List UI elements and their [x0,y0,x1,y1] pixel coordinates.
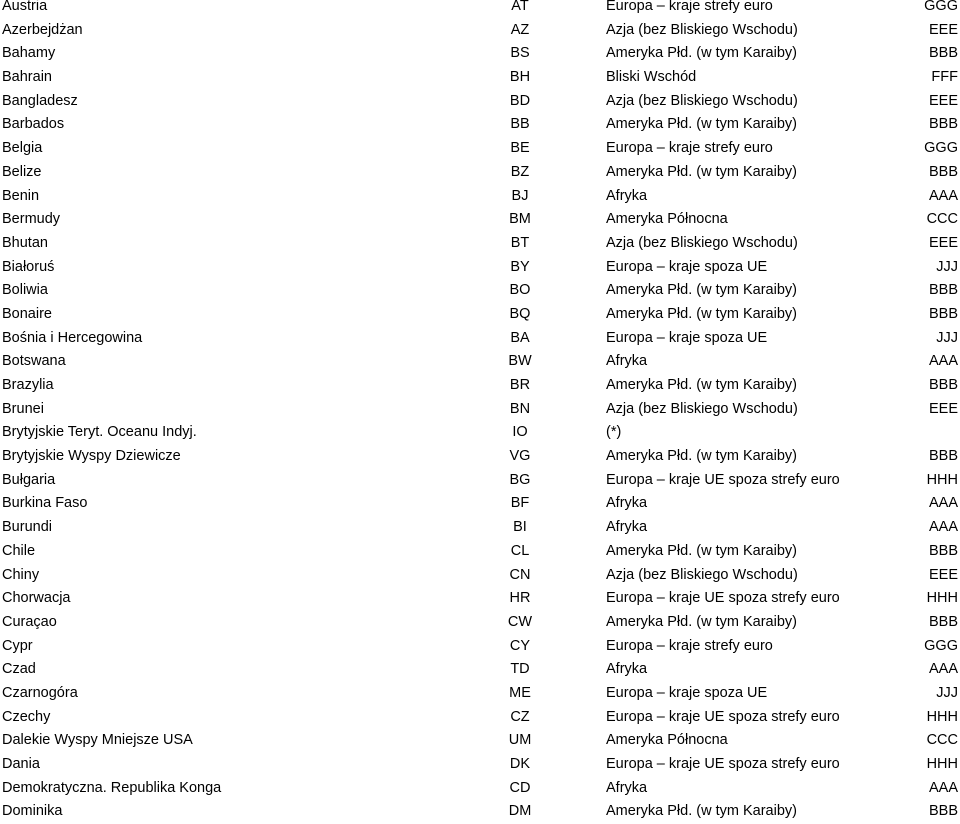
country-name-cell: Brunei [2,400,44,417]
table-row [0,374,960,398]
table-row [0,0,960,19]
country-code-cell: TD [510,661,530,678]
country-code-cell: ME [509,684,531,701]
country-name-cell: Burundi [2,519,52,536]
group-code-cell: AAA [928,519,958,536]
group-code-cell: AAA [928,495,958,512]
region-cell: Ameryka Płd. (w tym Karaiby) [606,116,797,133]
table-row [0,587,960,611]
region-cell: Ameryka Północna [606,732,728,749]
group-code-cell: AAA [928,353,958,370]
table-row [0,564,960,588]
country-code-cell: CD [509,779,531,796]
country-code-cell: DM [508,803,532,820]
country-name-cell: Brazylia [2,377,54,393]
region-cell: Europa – kraje strefy euro [606,140,773,157]
country-name-cell: Bośnia i Hercegowina [2,329,143,346]
group-code-cell: GGG [924,637,958,654]
country-code-cell: DK [509,756,531,772]
table-row [0,327,960,351]
region-cell: Ameryka Płd. (w tym Karaiby) [606,448,797,465]
table-row [0,42,960,66]
region-cell: Azja (bez Bliskiego Wschodu) [606,234,798,251]
table-row [0,706,960,730]
region-cell: Europa – kraje UE spoza strefy euro [606,756,840,772]
group-code-cell: JJJ [936,258,958,275]
group-code-cell: BBB [928,542,958,559]
group-code-cell: AAA [928,661,958,678]
region-cell: Ameryka Płd. (w tym Karaiby) [606,45,797,62]
region-cell: Ameryka Płd. (w tym Karaiby) [606,803,797,820]
country-code-cell: HR [509,590,531,607]
table-row [0,161,960,185]
country-name-cell: Czad [2,661,36,678]
country-code-cell: UM [508,732,532,749]
group-code-cell: EEE [928,400,958,417]
group-code-cell: HHH [926,708,958,725]
country-code-cell: BI [513,519,527,536]
region-cell: Europa – kraje spoza UE [606,684,768,701]
country-code-cell: BF [510,495,530,512]
group-code-cell: BBB [928,116,958,133]
region-cell: Ameryka Płd. (w tym Karaiby) [606,542,797,559]
group-code-cell: EEE [928,234,958,251]
country-name-cell: Curaçao [2,613,57,630]
table-row [0,800,960,824]
country-name-cell: Boliwia [2,282,48,299]
region-cell: Europa – kraje strefy euro [606,637,773,654]
region-cell: Europa – kraje UE spoza strefy euro [606,471,840,488]
country-code-cell: BD [509,92,531,109]
country-code-cell: BM [509,211,531,228]
region-cell: Afryka [606,661,648,678]
group-code-cell: BBB [928,305,958,322]
region-cell: Azja (bez Bliskiego Wschodu) [606,400,798,417]
country-code-cell: BW [508,353,532,370]
country-code-cell: BA [510,329,530,346]
country-code-cell: BN [509,400,531,417]
country-name-cell: Azerbejdżan [2,21,83,38]
country-code-cell: BQ [509,305,531,322]
table-row [0,445,960,469]
group-code-cell: FFF [931,69,958,86]
table-row [0,658,960,682]
country-code-cell: CY [509,637,531,654]
region-cell: (*) [606,424,622,441]
region-cell: Afryka [606,519,648,536]
country-code-cell: BJ [511,187,529,204]
group-code-cell: BBB [928,163,958,180]
country-code-cell: BS [510,45,530,62]
country-name-cell: Dalekie Wyspy Mniejsze USA [2,732,193,749]
group-code-cell: AAA [928,779,958,796]
region-cell: Europa – kraje UE spoza strefy euro [606,708,840,725]
country-name-cell: Bahrain [2,69,52,86]
country-name-cell: Dania [2,756,40,772]
country-name-cell: Brytyjskie Teryt. Oceanu Indyj. [2,424,197,441]
region-cell: Europa – kraje spoza UE [606,329,768,346]
country-name-cell: Bonaire [2,305,52,322]
region-cell: Ameryka Płd. (w tym Karaiby) [606,163,797,180]
country-name-cell: Belize [2,163,42,180]
table-row [0,635,960,659]
country-name-cell: Białoruś [2,258,55,275]
group-code-cell: EEE [928,21,958,38]
country-code-cell: VG [509,448,531,465]
country-code-cell: BO [509,282,531,299]
region-cell: Ameryka Północna [606,211,728,228]
country-name-cell: Burkina Faso [2,495,88,512]
country-code-cell: CN [509,566,531,583]
region-cell: Azja (bez Bliskiego Wschodu) [606,566,798,583]
country-name-cell: Barbados [2,116,65,133]
table-row [0,279,960,303]
country-code-cell: AZ [510,21,530,38]
country-code-cell: BR [509,377,531,393]
country-name-cell: Brytyjskie Wyspy Dziewicze [2,448,181,465]
region-cell: Europa – kraje strefy euro [606,0,773,14]
country-code-cell: IO [512,424,528,441]
region-cell: Afryka [606,353,648,370]
table-row [0,137,960,161]
table-row [0,185,960,209]
country-code-cell: CW [507,613,533,630]
region-cell: Ameryka Płd. (w tym Karaiby) [606,377,797,393]
region-cell: Bliski Wschód [606,69,697,86]
group-code-cell: GGG [924,140,958,157]
group-code-cell: EEE [928,566,958,583]
group-code-cell: EEE [928,92,958,109]
table-row [0,611,960,635]
group-code-cell: BBB [928,282,958,299]
group-code-cell: BBB [928,377,958,393]
region-cell: Europa – kraje UE spoza strefy euro [606,590,840,607]
group-code-cell: HHH [926,590,958,607]
table-row [0,777,960,801]
table-row [0,421,960,445]
country-name-cell: Bangladesz [2,92,78,109]
country-code-cell: AT [511,0,529,14]
table-row [0,729,960,753]
group-code-cell: AAA [928,187,958,204]
country-name-cell: Austria [2,0,48,14]
country-name-cell: Bermudy [2,211,61,228]
table-row [0,350,960,374]
country-name-cell: Botswana [2,353,66,370]
table-row [0,492,960,516]
table-row [0,682,960,706]
country-name-cell: Chiny [2,566,40,583]
country-code-cell: BB [510,116,530,133]
table-row [0,208,960,232]
group-code-cell: JJJ [936,684,958,701]
table-row [0,469,960,493]
region-cell: Ameryka Płd. (w tym Karaiby) [606,305,797,322]
region-cell: Europa – kraje spoza UE [606,258,768,275]
country-name-cell: Belgia [2,140,43,157]
country-code-cell: BH [509,69,531,86]
table-row [0,540,960,564]
table-row [0,303,960,327]
group-code-cell: HHH [926,756,958,772]
region-cell: Azja (bez Bliskiego Wschodu) [606,92,798,109]
region-cell: Afryka [606,187,648,204]
region-cell: Ameryka Płd. (w tym Karaiby) [606,282,797,299]
country-name-cell: Czechy [2,708,51,725]
group-code-cell: JJJ [936,329,958,346]
group-code-cell: BBB [928,45,958,62]
country-name-cell: Czarnogóra [2,684,78,701]
group-code-cell: BBB [928,448,958,465]
country-name-cell: Chile [2,542,36,559]
region-cell: Afryka [606,495,648,512]
country-code-cell: BZ [510,163,530,180]
region-cell: Afryka [606,779,648,796]
country-code-cell: CL [510,542,530,559]
country-name-cell: Cypr [2,637,33,654]
region-cell: Ameryka Płd. (w tym Karaiby) [606,613,797,630]
country-name-cell: Benin [2,187,40,204]
country-name-cell: Bhutan [2,234,48,251]
country-name-cell: Demokratyczna. Republika Konga [2,779,222,796]
table-row [0,232,960,256]
table-row [0,19,960,43]
group-code-cell: BBB [928,803,958,820]
group-code-cell: BBB [928,613,958,630]
group-code-cell: GGG [924,0,958,14]
group-code-cell: CCC [926,211,958,228]
table-row [0,398,960,422]
country-code-cell: BY [510,258,530,275]
table-row [0,256,960,280]
table-row [0,66,960,90]
country-code-cell: BE [510,140,530,157]
table-row [0,516,960,540]
country-name-cell: Chorwacja [2,590,71,607]
group-code-cell: HHH [926,471,958,488]
table-row [0,90,960,114]
country-name-cell: Dominika [2,803,63,820]
region-cell: Azja (bez Bliskiego Wschodu) [606,21,798,38]
group-code-cell: CCC [926,732,958,749]
country-code-cell: BT [510,234,530,251]
table-row [0,113,960,137]
country-name-cell: Bułgaria [2,471,56,488]
table-row [0,753,960,777]
country-code-cell: CZ [510,708,530,725]
country-name-cell: Bahamy [2,45,56,62]
country-code-cell: BG [509,471,531,488]
